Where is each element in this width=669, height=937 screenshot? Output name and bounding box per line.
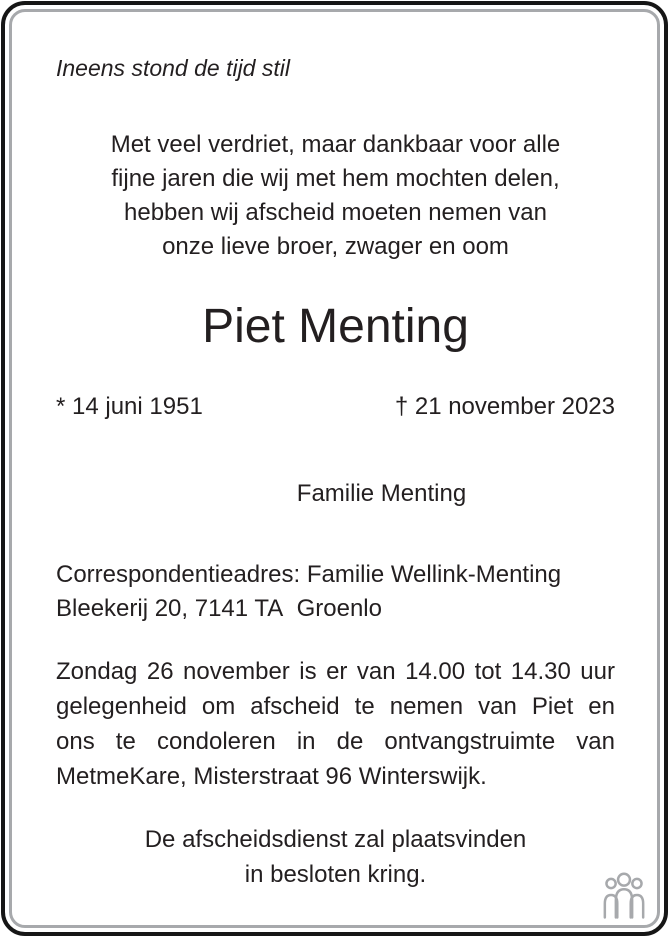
birth-date: * 14 juni 1951 <box>56 393 203 420</box>
deceased-name: Piet Menting <box>202 300 469 353</box>
intro-paragraph <box>56 128 615 264</box>
visitation-paragraph <box>56 654 615 794</box>
text-line: onze lieve broer, zwager en oom <box>162 233 509 260</box>
family-signature: Familie Menting <box>296 480 467 507</box>
correspondence-address <box>56 558 615 626</box>
text-line: Bleekerij 20, 7141 TA Groenlo <box>56 595 382 622</box>
text-line: Zondag 26 november is er van 14.00 tot 14.30 uur <box>56 658 615 685</box>
closing-paragraph <box>56 822 615 892</box>
memorial-card-content <box>12 12 657 925</box>
memorial-card-inner-border <box>9 9 660 928</box>
death-date: † 21 november 2023 <box>394 393 615 420</box>
text-line: De afscheidsdienst zal plaatsvinden <box>144 826 527 853</box>
text-line: Met veel verdriet, maar dankbaar voor alle <box>110 131 561 158</box>
text-line: gelegenheid om afscheid te nemen van Piet en <box>56 693 615 720</box>
text-line: in besloten kring. <box>244 861 427 888</box>
opening-quote: Ineens stond de tijd stil <box>56 55 290 81</box>
text-line: hebben wij afscheid moeten nemen van <box>124 199 547 226</box>
memorial-card-outer-border <box>1 1 668 936</box>
dates-row <box>56 390 615 423</box>
family-icon <box>601 871 647 919</box>
text-line: ons te condoleren in de ontvangstruimte van <box>56 728 615 755</box>
text-line: fijne jaren die wij met hem mochten delen, <box>111 165 560 192</box>
text-line: Correspondentieadres: Familie Wellink-Menting <box>56 561 562 588</box>
text-line: MetmeKare, Misterstraat 96 Winterswijk. <box>56 763 487 790</box>
